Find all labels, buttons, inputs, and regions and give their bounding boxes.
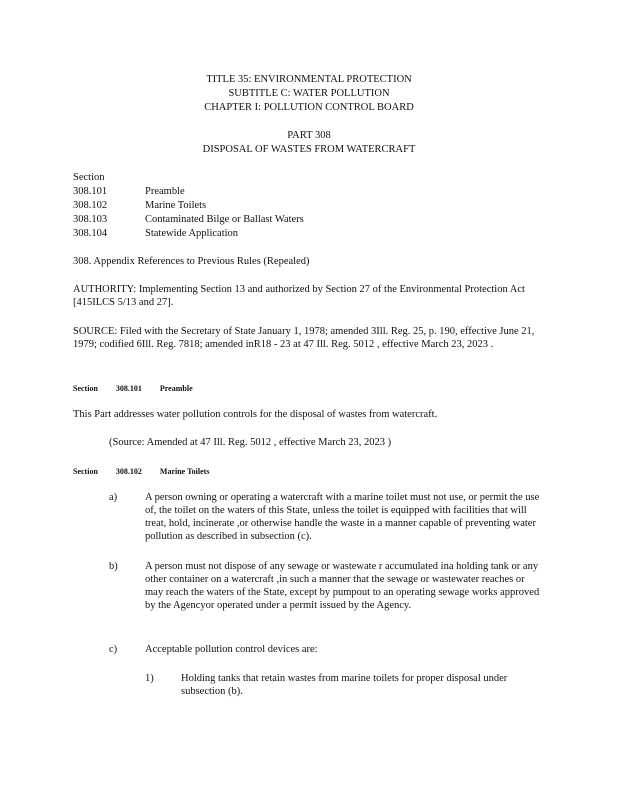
- subsection-text: A person must not dispose of any sewage or wastewate r accumulated ina holding tank or any other container on a watercraft ,in such a manner that the sewage or wastewater reaches or may reach the waters of the State, except by pumpout to an operating sewage works approved by the Agencyor operated under a permit issued by the Agency.: [145, 561, 540, 611]
- subsection-text: A person owning or operating a watercraft with a marine toilet must not use, or permit the use of, the toilet on the waters of this State, unless the toilet is equipped with facilities that will treat, hold, incinerate ,or otherwise handle the waste in a manner capable of preventing water pollution as described in subsection (c).: [145, 492, 540, 542]
- section-number: 308.102: [115, 467, 142, 476]
- toc-appendix: 308. Appendix References to Previous Rules (Repealed): [73, 256, 310, 267]
- toc-item-label: Statewide Application: [145, 228, 239, 239]
- part-heading: PART 308: [287, 130, 331, 141]
- section-number: 308.101: [115, 384, 142, 393]
- paragraph-number: 1): [145, 673, 154, 684]
- authority-paragraph: AUTHORITY: Implementing Section 13 and authorized by Section 27 of the Environmental Protection Act [415ILCS 5/13 and 27].: [73, 284, 525, 308]
- section-label: Section: [73, 467, 98, 476]
- toc-item-label: Marine Toilets: [145, 200, 207, 211]
- toc-item-label: Preamble: [145, 186, 185, 197]
- toc-item: [73, 185, 185, 198]
- source-paragraph: SOURCE: Filed with the Secretary of State January 1, 1978; amended 3Ill. Reg. 25, p. 190, effective June 21, 1979; codified 6Ill. Reg. 7818; amended inR18 - 23 at 47 Ill. Reg. 5012 , effective March 23, 2023 .: [73, 326, 535, 350]
- toc-item: [73, 227, 238, 240]
- subsection-letter: a): [109, 492, 118, 503]
- toc-item: [73, 213, 304, 226]
- subsection-letter: c): [109, 644, 118, 655]
- title-heading: TITLE 35: ENVIRONMENTAL PROTECTION: [206, 74, 412, 85]
- toc-heading: Section: [73, 172, 105, 183]
- subsection-text: Acceptable pollution control devices are:: [145, 644, 318, 655]
- paragraph-text: Holding tanks that retain wastes from marine toilets for proper disposal under subsection (b).: [181, 673, 508, 697]
- subsection-letter: b): [109, 561, 118, 572]
- section-label: Section: [73, 384, 98, 393]
- toc-item-number: 308.101: [73, 186, 108, 197]
- toc-item: [73, 199, 206, 212]
- section-name: Preamble: [159, 384, 193, 393]
- subtitle-heading: SUBTITLE C: WATER POLLUTION: [228, 88, 390, 99]
- section-heading: [73, 465, 227, 478]
- toc-item-number: 308.104: [73, 228, 108, 239]
- section-heading: [73, 382, 211, 395]
- section-source-note: (Source: Amended at 47 Ill. Reg. 5012 , effective March 23, 2023 ): [109, 437, 392, 448]
- toc-item-label: Contaminated Bilge or Ballast Waters: [145, 214, 304, 225]
- toc-item-number: 308.103: [73, 214, 108, 225]
- section-name: Marine Toilets: [159, 467, 210, 476]
- section-text: This Part addresses water pollution controls for the disposal of wastes from watercraft.: [73, 409, 438, 420]
- chapter-heading: CHAPTER I: POLLUTION CONTROL BOARD: [204, 102, 414, 113]
- toc-item-number: 308.102: [73, 200, 108, 211]
- part-title: DISPOSAL OF WASTES FROM WATERCRAFT: [202, 144, 416, 155]
